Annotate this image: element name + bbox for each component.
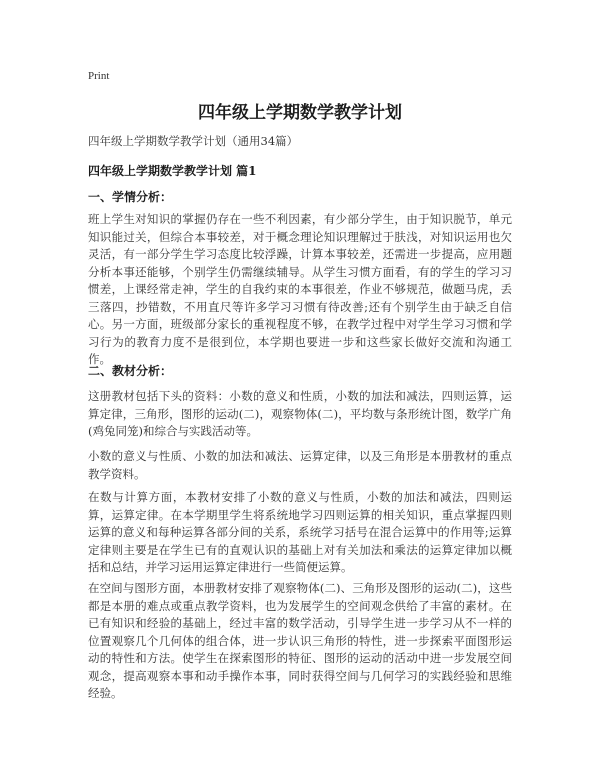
document-subtitle: 四年级上学期数学教学计划（通用34篇） [88, 134, 299, 148]
heading-textbook-analysis: 二、教材分析： [88, 364, 173, 378]
paragraph-learning-analysis: 班上学生对知识的掌握仍存在一些不利因素，有少部分学生，由于知识脱节，单元知识能过关，但综合本事较差，对于概念理论知识理解过于肤浅，对知识运用也欠灵活，有一部分学生学习态度比较浮躁，计算本事较差，还需进一步提高，应用题分析本事还能够，个别学生仍需继续辅导。从学生习惯方面看，有的学生的学习习惯差，上课经常走神，学生的自我约束的本事很差，作业不够规范，做题马虎，丢三落四，抄错数，不用直尺等许多学习习惯有待改善;还有个别学生由于缺乏自信心。另一方面，班级部分家长的重视程度不够，在教学过程中对学生学习习惯和学习行为的教育力度不是很到位，本学期也要进一步和这些家长做好交流和沟通工作。 [88, 212, 512, 366]
paragraph-number-calculation: 在数与计算方面，本教材安排了小数的意义与性质，小数的加法和减法，四则运算，运算定律。在本学期里学生将系统地学习四则运算的相关知识，重点掌握四则运算的意义和每种运算各部分间的关系，系统学习括号在混合运算中的作用等;运算定律则主要是在学生已有的直观认识的基础上对有关加法和乘法的运算定律加以概括和总结，并学习运用运算定律进行一些简便运算。 [88, 490, 512, 574]
paragraph-textbook-contents: 这册教材包括下头的资料：小数的意义和性质，小数的加法和减法，四则运算，运算定律，三角形，图形的运动(二)，观察物体(二)，平均数与条形统计图，数学广角(鸡兔同笼)和综合与实践活动等。 [88, 389, 512, 438]
section-title: 四年级上学期数学教学计划 篇1 [88, 164, 257, 178]
paragraph-key-content: 小数的意义与性质、小数的加法和减法、运算定律，以及三角形是本册教材的重点教学资料。 [88, 449, 512, 481]
document-title: 四年级上学期数学教学计划 [198, 103, 402, 123]
print-label[interactable]: Print [88, 70, 110, 82]
paragraph-space-geometry: 在空间与图形方面，本册教材安排了观察物体(二)、三角形及图形的运动(二)，这些都是本册的难点或重点教学资料，也为发展学生的空间观念供给了丰富的素材。在已有知识和经验的基础上，经过丰富的数学活动，引导学生进一步学习从不一样的位置观察几个几何体的组合体，进一步认识三角形的特性，进一步探索平面图形运动的特性和方法。使学生在探索图形的特征、图形的运动的活动中进一步发展空间观念，提高观察本事和动手操作本事，同时获得空间与几何学习的实践经验和思维经验。 [88, 581, 512, 700]
heading-learning-analysis: 一、学情分析： [88, 190, 173, 204]
